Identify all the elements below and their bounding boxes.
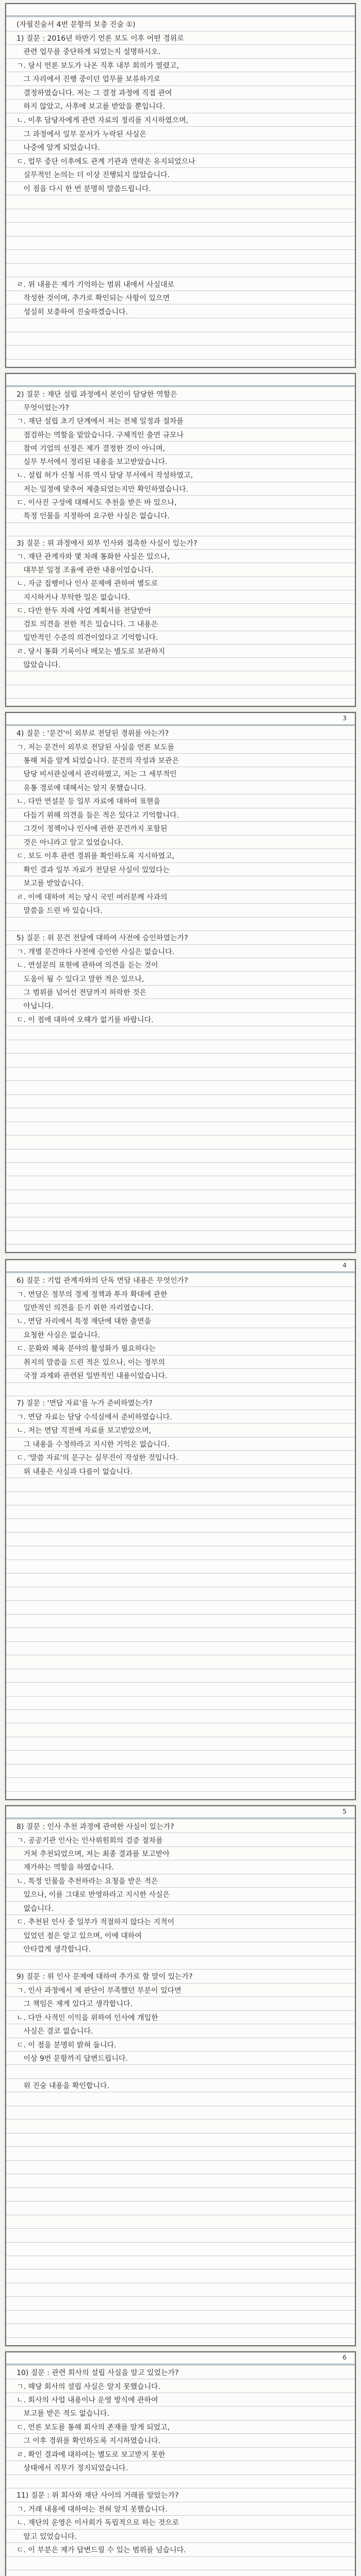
handwritten-line (6, 1505, 355, 1519)
handwritten-line (6, 1628, 355, 1641)
handwritten-line (6, 1190, 355, 1204)
handwritten-line: 참여 기업의 선정은 제가 결정한 것이 아니며, (6, 442, 355, 455)
handwritten-line: ㄴ. 회사의 사업 내용이나 운영 방식에 관하여 (6, 2393, 355, 2406)
handwritten-line: 특정 인물을 지정하여 요구한 사실은 없습니다. (6, 509, 355, 522)
page-number: 6 (342, 2354, 347, 2361)
handwritten-line (6, 685, 355, 699)
handwritten-line: 일반적인 수준의 의견이었다고 기억합니다. (6, 631, 355, 645)
handwritten-line: ㄴ. 연설문의 표현에 관하여 의견을 듣는 것이 (6, 958, 355, 972)
handwritten-line: 국정 과제와 관련된 일반적인 내용이었습니다. (6, 1369, 355, 1382)
handwritten-line: 지시하거나 부탁한 일은 없습니다. (6, 590, 355, 604)
handwritten-line (6, 918, 355, 931)
handwritten-line (6, 1546, 355, 1560)
handwritten-line: 그 범위를 넘어선 전달까지 허락한 것은 (6, 986, 355, 999)
handwritten-line: ㄱ. 해당 회사의 설립 사실은 알지 못했습니다. (6, 2379, 355, 2393)
handwritten-line (6, 1778, 355, 1791)
handwritten-line (6, 332, 355, 346)
handwritten-line: 1) 질문 : 2016년 하반기 언론 보도 이후 어떤 경위로 (6, 31, 355, 45)
handwritten-line (6, 2324, 355, 2337)
handwritten-line: 11) 질문 : 위 회사와 재단 사이의 거래를 알았는가? (6, 2488, 355, 2502)
handwritten-line (6, 1136, 355, 1149)
handwritten-line: ㄷ. 언론 보도를 통해 회사의 존재를 알게 되었고, (6, 2420, 355, 2434)
handwritten-line (6, 1655, 355, 1669)
handwritten-line: 7) 질문 : '면담 자료'를 누가 준비하였는가? (6, 1396, 355, 1410)
handwritten-line: 확인 결과 일부 자료가 전달된 사실이 있었다는 (6, 863, 355, 876)
ruled-lines (6, 18, 355, 360)
handwritten-line (6, 1737, 355, 1751)
notebook-page (5, 2351, 356, 2576)
handwritten-line: ㄴ. 설립 허가 신청 서류 역시 담당 부서에서 작성하였고, (6, 469, 355, 482)
handwritten-line: 이상 9번 문항까지 답변드립니다. (6, 2052, 355, 2065)
handwritten-line: 대부분 일정 조율에 관한 내용이었습니다. (6, 563, 355, 577)
handwritten-line: ㄴ. 면담 자리에서 특정 재단에 대한 출연을 (6, 1314, 355, 1328)
handwritten-line (6, 2215, 355, 2229)
handwritten-line (6, 1710, 355, 1723)
handwritten-line (6, 1163, 355, 1176)
handwritten-line: 통해 처음 알게 되었습니다. 문건의 작성과 보관은 (6, 754, 355, 767)
handwritten-line: 보고를 받았습니다. (6, 876, 355, 890)
handwritten-line: 취지의 말씀을 드린 적은 있으나, 이는 정부의 (6, 1355, 355, 1369)
handwritten-line (6, 1383, 355, 1396)
handwritten-line: 있으나, 이를 그대로 반영하라고 지시한 사실은 (6, 1888, 355, 1901)
page-header-band (6, 374, 355, 387)
handwritten-line (6, 671, 355, 685)
handwritten-line: 그 과정에서 일부 문서가 누락된 사실은 (6, 127, 355, 141)
handwritten-line: 실무적인 논의는 더 이상 진행되지 않았습니다. (6, 168, 355, 182)
handwritten-line (6, 2229, 355, 2242)
handwritten-line: 다듬기 위해 의견을 들은 적은 있다고 기억합니다. (6, 808, 355, 822)
handwritten-line (6, 2297, 355, 2310)
handwritten-line (6, 2256, 355, 2269)
handwritten-line (6, 2475, 355, 2488)
handwritten-line: ㄹ. 위 내용은 제가 기억하는 범위 내에서 사실대로 (6, 277, 355, 291)
handwritten-line (6, 1560, 355, 1573)
handwritten-line (6, 2201, 355, 2215)
handwritten-line (6, 250, 355, 264)
handwritten-line (6, 2161, 355, 2174)
handwritten-line: 위 진술 내용을 확인합니다. (6, 2079, 355, 2092)
handwritten-line: ㄷ. 이 부분은 제가 답변드릴 수 있는 범위를 넘습니다. (6, 2543, 355, 2556)
handwritten-line: 보고를 받은 적도 없습니다. (6, 2406, 355, 2420)
handwritten-line: 작성한 것이며, 추가로 확인되는 사항이 있으면 (6, 291, 355, 305)
handwritten-line (6, 1040, 355, 1054)
handwritten-line: ㄹ. 이에 대하여 저는 당시 국민 여러분께 사과의 (6, 890, 355, 904)
handwritten-line: ㄴ. 자금 집행이나 인사 문제에 관하여 별도로 (6, 577, 355, 590)
notebook-page (5, 1259, 356, 1800)
page-number: 4 (342, 1262, 347, 1269)
page-header-band (6, 713, 355, 726)
handwritten-line (6, 1615, 355, 1628)
handwritten-line: 2) 질문 : 재단 설립 과정에서 본인이 담당한 역할은 (6, 387, 355, 401)
handwritten-line: 재가하는 역할을 하였습니다. (6, 1860, 355, 1874)
handwritten-line: (자필진술서 4번 문항의 보충 진술 ①) (6, 18, 355, 31)
handwritten-line (6, 1573, 355, 1587)
handwritten-line (6, 1697, 355, 1710)
handwritten-line: ㄷ. 이 점에 대하여 오해가 없기를 바랍니다. (6, 1013, 355, 1026)
handwritten-line (6, 2065, 355, 2078)
page-header-band (6, 1806, 355, 1819)
handwritten-line (6, 2570, 355, 2576)
handwritten-line (6, 236, 355, 250)
handwritten-line (6, 2188, 355, 2201)
handwritten-line (6, 1478, 355, 1492)
handwritten-line (6, 195, 355, 209)
handwritten-line: ㄱ. 재단 관계자와 몇 차례 통화한 사실은 있으나, (6, 550, 355, 563)
handwritten-line: 나중에 알게 되었습니다. (6, 141, 355, 155)
handwritten-line (6, 523, 355, 536)
handwritten-line: 4) 질문 : '문건'이 외부로 전달된 경위를 아는가? (6, 726, 355, 740)
handwritten-line: 3) 질문 : 위 과정에서 외부 인사와 접촉한 사실이 있는가? (6, 536, 355, 550)
handwritten-line: ㄱ. 인사 과정에서 제 판단이 부족했던 부분이 있다면 (6, 1984, 355, 1997)
handwritten-line (6, 1108, 355, 1122)
handwritten-line (6, 1081, 355, 1094)
handwritten-line (6, 1765, 355, 1778)
handwritten-line: 8) 질문 : 인사 추천 과정에 관여한 사실이 있는가? (6, 1820, 355, 1833)
handwritten-line: ㄹ. 확인 결과에 대하여는 별도로 보고받지 못한 (6, 2448, 355, 2461)
handwritten-line: 있었던 점은 알고 있으며, 이에 대하여 (6, 1929, 355, 1942)
handwritten-line: ㄱ. 개별 문건마다 사전에 승인한 사실은 없습니다. (6, 945, 355, 958)
handwritten-line (6, 1533, 355, 1546)
handwritten-line: 거쳐 추천되었으며, 저는 최종 결과를 보고받아 (6, 1847, 355, 1860)
handwritten-line: ㄱ. 당시 언론 보도가 나온 직후 내부 회의가 열렸고, (6, 59, 355, 73)
handwritten-line (6, 1587, 355, 1601)
handwritten-line: 그 내용을 수정하라고 지시한 기억은 없습니다. (6, 1437, 355, 1451)
handwritten-line (6, 1095, 355, 1108)
handwritten-line (6, 1669, 355, 1683)
handwritten-line (6, 1204, 355, 1217)
notebook-page (5, 3, 356, 368)
handwritten-line: 않았습니다. (6, 658, 355, 671)
handwritten-line: 상태에서 직무가 정지되었습니다. (6, 2461, 355, 2475)
handwritten-line: ㄱ. 저는 문건이 외부로 전달된 사실을 언론 보도를 (6, 740, 355, 753)
handwritten-line: ㄷ. 추천된 인사 중 일부가 적절하지 않다는 지적이 (6, 1915, 355, 1928)
handwritten-line: 것은 아니라고 알고 있었습니다. (6, 836, 355, 849)
handwritten-line: ㄱ. 거래 내용에 대하여는 전혀 알지 못했습니다. (6, 2502, 355, 2516)
handwritten-line: 위 내용은 사실과 다름이 없습니다. (6, 1465, 355, 1478)
handwritten-line (6, 1956, 355, 1970)
handwritten-line: 아닙니다. (6, 999, 355, 1012)
handwritten-line: ㄴ. 이후 담당자에게 관련 자료의 정리를 지시하였으며, (6, 113, 355, 127)
handwritten-line: 일반적인 의견을 듣기 위한 자리였습니다. (6, 1301, 355, 1314)
handwritten-line (6, 2269, 355, 2283)
handwritten-line: ㄷ. 업무 중단 이후에도 관계 기관과 연락은 유지되었으나 (6, 154, 355, 168)
handwritten-line (6, 2243, 355, 2256)
handwritten-line: 없습니다. (6, 1902, 355, 1915)
page-header-band (6, 4, 355, 17)
handwritten-line (6, 2147, 355, 2160)
handwritten-line (6, 2283, 355, 2297)
handwritten-line: ㄷ. '말씀 자료'의 문구는 실무진이 작성한 것입니다. (6, 1451, 355, 1464)
page-header-band (6, 1260, 355, 1273)
handwritten-line (6, 1683, 355, 1696)
handwritten-line (6, 1067, 355, 1081)
handwritten-line: 그것이 정책이나 인사에 관한 문건까지 포함된 (6, 822, 355, 835)
handwritten-line: 성실히 보충하여 진술하겠습니다. (6, 304, 355, 318)
handwritten-line: ㄴ. 특정 인물을 추천하라는 요청을 받은 적은 (6, 1874, 355, 1888)
handwritten-line: 이 점을 다시 한 번 분명히 말씀드립니다. (6, 182, 355, 196)
handwritten-line (6, 1217, 355, 1231)
handwritten-line: 5) 질문 : 위 문건 전달에 대하여 사전에 승인하였는가? (6, 931, 355, 944)
handwritten-line (6, 2092, 355, 2106)
handwritten-line: 관련 업무를 중단하게 되었는지 설명하시오. (6, 45, 355, 59)
handwritten-line: 검토 의견을 전한 적은 있습니다. 그 내용은 (6, 617, 355, 631)
handwritten-line: 사실은 결코 없습니다. (6, 2024, 355, 2038)
handwritten-line: ㄷ. 이사진 구성에 대해서도 추천을 받은 바 있으나, (6, 496, 355, 509)
handwritten-line: 말씀을 드린 바 있습니다. (6, 904, 355, 917)
handwritten-line (6, 2133, 355, 2147)
handwritten-line: ㄱ. 재단 설립 초기 단계에서 저는 전체 일정과 절차를 (6, 415, 355, 428)
handwritten-line: ㄷ. 문화와 체육 분야의 활성화가 필요하다는 (6, 1342, 355, 1355)
notebook-page (5, 712, 356, 1253)
handwritten-line: 결정하였습니다. 저는 그 결정 과정에 직접 관여 (6, 86, 355, 100)
handwritten-line: 무엇이었는가? (6, 401, 355, 414)
handwritten-line: 실무 부서에서 정리된 내용을 보고받았습니다. (6, 455, 355, 468)
handwritten-line: ㄴ. 재단의 운영은 이사회가 독립적으로 하는 것으로 (6, 2516, 355, 2529)
ruled-lines (6, 1820, 355, 2338)
handwritten-line (6, 1231, 355, 1244)
handwritten-line: 안타깝게 생각합니다. (6, 1942, 355, 1956)
handwritten-line: ㄱ. 면담 자료는 담당 수석실에서 준비하였습니다. (6, 1410, 355, 1423)
ruled-lines (6, 387, 355, 699)
handwritten-line (6, 2120, 355, 2133)
handwritten-line: 담당 비서관실에서 관리하였고, 저는 그 세부적인 (6, 767, 355, 781)
notebook-page (5, 1805, 356, 2346)
handwritten-line (6, 264, 355, 278)
handwritten-line: ㄹ. 당시 통화 기록이나 메모는 별도로 보관하지 (6, 645, 355, 658)
handwritten-line: 하지 않았고, 사후에 보고를 받았을 뿐입니다. (6, 99, 355, 113)
ruled-lines (6, 1274, 355, 1792)
handwritten-line (6, 1723, 355, 1737)
handwritten-line: 그 이후 경위를 확인하도록 지시하였습니다. (6, 2434, 355, 2447)
handwritten-line: ㄷ. 보도 이후 관련 경위를 확인하도록 지시하였고, (6, 849, 355, 862)
notebook-page (5, 373, 356, 707)
handwritten-line (6, 209, 355, 223)
handwritten-line (6, 2174, 355, 2188)
handwritten-line: 그 책임은 제게 있다고 생각합니다. (6, 1997, 355, 2010)
handwritten-line: 요청한 사실은 없습니다. (6, 1328, 355, 1342)
handwritten-line (6, 2311, 355, 2324)
handwritten-line: ㄱ. 공공기관 인사는 인사위원회의 검증 절차를 (6, 1833, 355, 1846)
handwritten-line: ㄷ. 이 점을 분명히 밝혀 둡니다. (6, 2038, 355, 2052)
handwritten-line (6, 318, 355, 332)
handwritten-line (6, 1601, 355, 1614)
handwritten-line: ㄴ. 다만 연설문 등 일부 자료에 대하여 표현을 (6, 794, 355, 808)
handwritten-line (6, 346, 355, 360)
handwritten-line (6, 1642, 355, 1655)
handwritten-line: 유통 경로에 대해서는 알지 못했습니다. (6, 781, 355, 794)
handwritten-line: 9) 질문 : 위 인사 문제에 대하여 추가로 할 말이 있는가? (6, 1970, 355, 1983)
handwritten-line (6, 1026, 355, 1040)
handwritten-line (6, 2557, 355, 2570)
page-number: 3 (342, 715, 347, 722)
handwritten-line: 10) 질문 : 관련 회사의 설립 사실을 알고 있었는가? (6, 2366, 355, 2379)
handwritten-line (6, 1751, 355, 1764)
handwritten-line: 6) 질문 : 기업 관계자와의 단독 면담 내용은 무엇인가? (6, 1274, 355, 1287)
handwritten-line (6, 1149, 355, 1163)
ruled-lines (6, 2366, 355, 2576)
handwritten-line: 도움이 될 수 있다고 말한 적은 있으나, (6, 972, 355, 985)
handwritten-line: 저는 일정에 맞추어 제출되었는지만 확인하였습니다. (6, 482, 355, 496)
handwritten-line: 그 자리에서 진행 중이던 업무를 보류하기로 (6, 72, 355, 86)
handwritten-line (6, 1519, 355, 1532)
handwritten-line (6, 1176, 355, 1190)
handwritten-line (6, 1492, 355, 1505)
ruled-lines (6, 726, 355, 1245)
handwritten-line: ㄴ. 저는 면담 직전에 자료를 보고받았으며, (6, 1423, 355, 1437)
page-number: 5 (342, 1808, 347, 1815)
handwritten-line: 알고 있었습니다. (6, 2530, 355, 2543)
handwritten-line: ㄷ. 다만 한두 차례 사업 계획서를 전달받아 (6, 604, 355, 617)
handwritten-line (6, 223, 355, 236)
handwritten-line: ㄱ. 면담은 정부의 경제 정책과 투자 확대에 관한 (6, 1287, 355, 1300)
handwritten-line (6, 1054, 355, 1067)
handwritten-line (6, 2106, 355, 2120)
handwritten-line: 점검하는 역할을 맡았습니다. 구체적인 출연 규모나 (6, 428, 355, 442)
page-header-band (6, 2352, 355, 2365)
handwritten-line (6, 1122, 355, 1136)
handwritten-line: ㄴ. 다만 사적인 이익을 위하여 인사에 개입한 (6, 2011, 355, 2024)
